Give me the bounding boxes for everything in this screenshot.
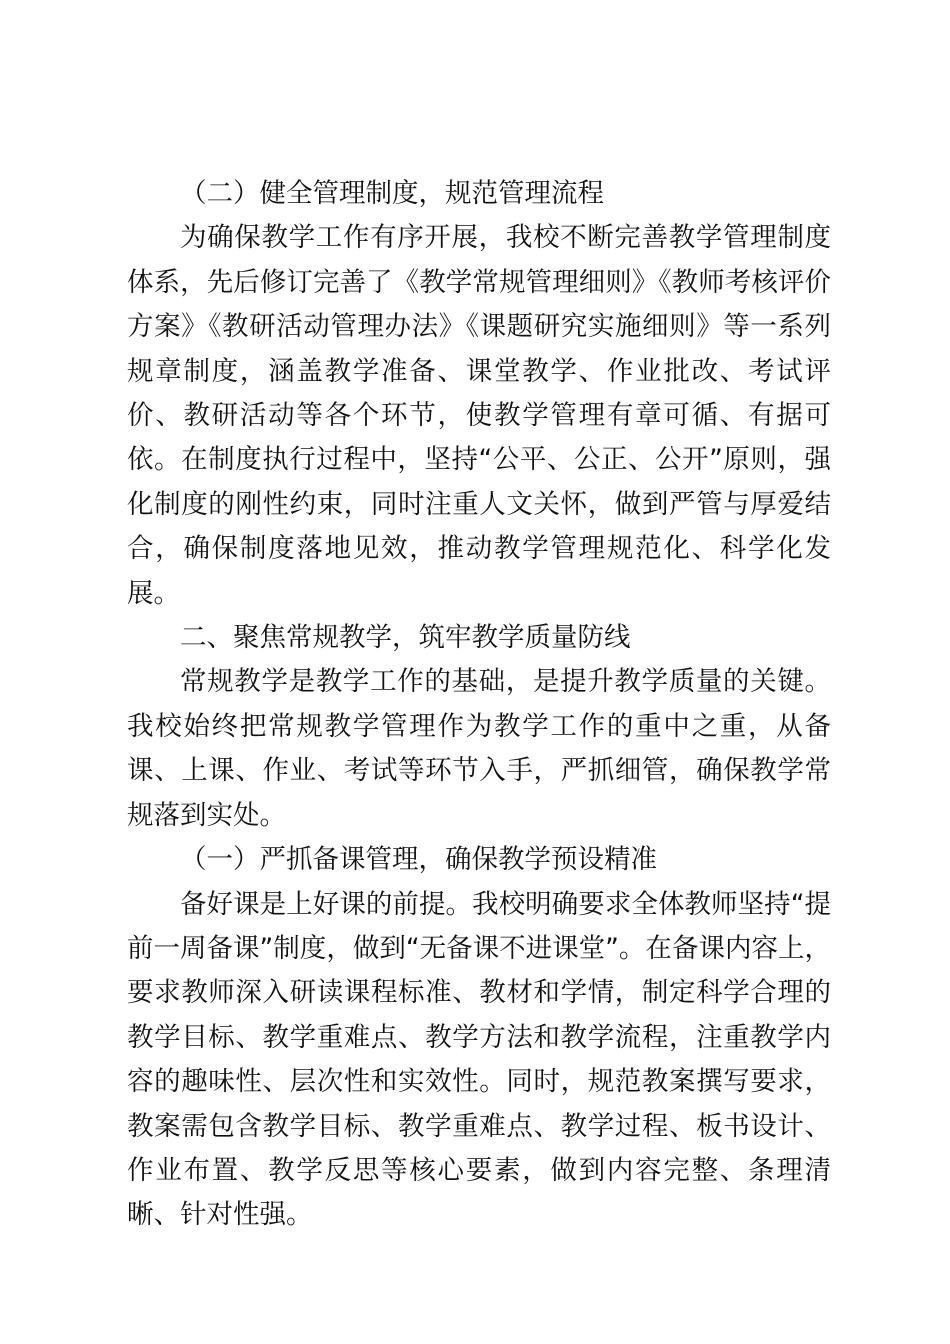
section-heading-2: （二）健全管理制度，规范管理流程 [180, 178, 604, 209]
document-body [127, 172, 831, 1238]
chapter-heading-2: 二、聚焦常规教学，筑牢教学质量防线 [180, 622, 631, 654]
section-heading-1: （一）严抓备课管理，确保教学预设精准 [180, 844, 657, 876]
body-paragraph: 常规教学是教学工作的基础，是提升教学质量的关键。我校始终把常规教学管理作为教学工作的重中之重，从备课、上课、作业、考试等环节入手，严抓细管，确保教学常规落到实处。 [127, 666, 831, 831]
body-paragraph: 为确保教学工作有序开展，我校不断完善教学管理制度体系，先后修订完善了《教学常规管理细则》《教师考核评价方案》《教研活动管理办法》《课题研究实施细则》等一系列规章制度，涵盖教学准备、课堂教学、作业批改、考试评价、教研活动等各个环节，使教学管理有章可循、有据可依。在制度执行过程中，坚持“公平、公正、公开”原则，强化制度的刚性约束，同时注重人文关怀，做到严管与厚爱结合，确保制度落地见效，推动教学管理规范化、科学化发展。 [127, 222, 831, 609]
body-paragraph: 备好课是上好课的前提。我校明确要求全体教师坚持“提前一周备课”制度，做到“无备课不进课堂”。在备课内容上，要求教师深入研读课程标准、教材和学情，制定科学合理的教学目标、教学重难点、教学方法和教学流程，注重教学内容的趣味性、层次性和实效性。同时，规范教案撰写要求，教案需包含教学目标、教学重难点、教学过程、板书设计、作业布置、教学反思等核心要素，做到内容完整、条理清晰、针对性强。 [127, 888, 831, 1231]
